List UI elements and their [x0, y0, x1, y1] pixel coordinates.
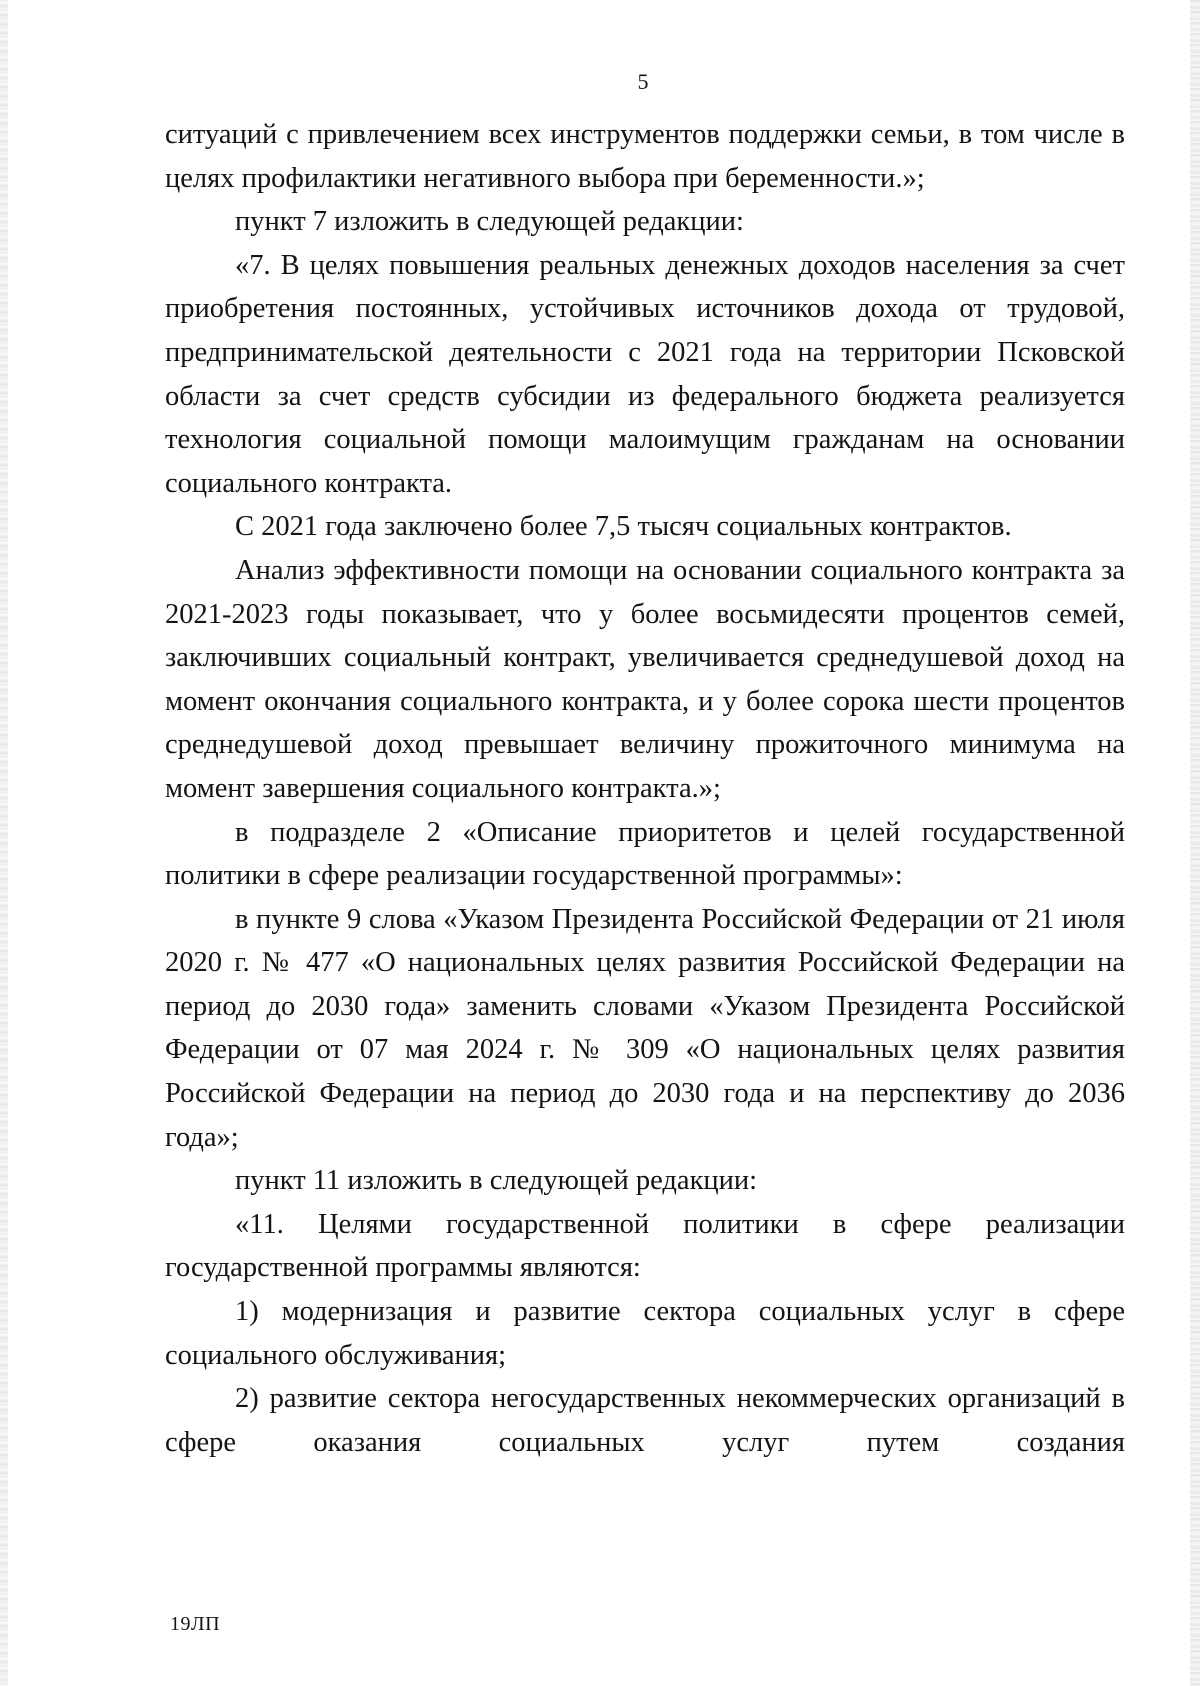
paragraph-2: пункт 7 изложить в следующей редакции:	[235, 206, 744, 238]
paragraph-4: С 2021 года заключено более 7,5 тысяч социальных контрактов.	[235, 511, 1012, 543]
paragraph-8: пункт 11 изложить в следующей редакции:	[235, 1165, 758, 1197]
paragraph-3: «7. В целях повышения реальных денежных доходов населения за счет приобретения постоянных, устойчивых источников дохода от трудовой, предпринимательской деятельности с 2021 года на территории Псковской области за счет средств субсидии из федерального бюджета реализуется технология социальной помощи малоимущим гражданам на основании социального контракта.	[165, 249, 1125, 499]
paragraph-9: «11. Целями государственной политики в сфере реализации государственной программы являются:	[165, 1208, 1125, 1284]
footer-code: 19ЛП	[170, 1613, 221, 1635]
paragraph-11: 2) развитие сектора негосударственных некоммерческих организаций в сфере оказания социальных услуг путем создания	[165, 1383, 1125, 1458]
paragraph-5: Анализ эффективности помощи на основании социального контракта за 2021-2023 годы показывает, что у более восьмидесяти процентов семей, заключивших социальный контракт, увеличивается среднедушевой доход на момент окончания социального контракта, и у более сорока шести процентов среднедушевой доход превышает величину прожиточного минимума на момент завершения социального контракта.»;	[165, 554, 1125, 804]
paragraph-10: 1) модернизация и развитие сектора социальных услуг в сфере социального обслуживания;	[165, 1296, 1125, 1371]
document-body	[165, 113, 1125, 1464]
paragraph-1: ситуаций с привлечением всех инструментов поддержки семьи, в том числе в целях профилактики негативного выбора при беременности.»;	[165, 119, 1125, 194]
paragraph-7: в пункте 9 слова «Указом Президента Российской Федерации от 21 июля 2020 г. № 477 «О национальных целях развития Российской Федерации на период до 2030 года» заменить словами «Указом Президента Российской Федерации от 07 мая 2024 г. № 309 «О национальных целях развития Российской Федерации на период до 2030 года и на перспективу до 2036 года»;	[165, 903, 1125, 1153]
page-number: 5	[637, 69, 649, 94]
scan-edge-right	[1190, 0, 1200, 1686]
scan-edge-left	[0, 0, 8, 1686]
paragraph-6: в подразделе 2 «Описание приоритетов и целей государственной политики в сфере реализации государственной программы»:	[165, 816, 1125, 892]
